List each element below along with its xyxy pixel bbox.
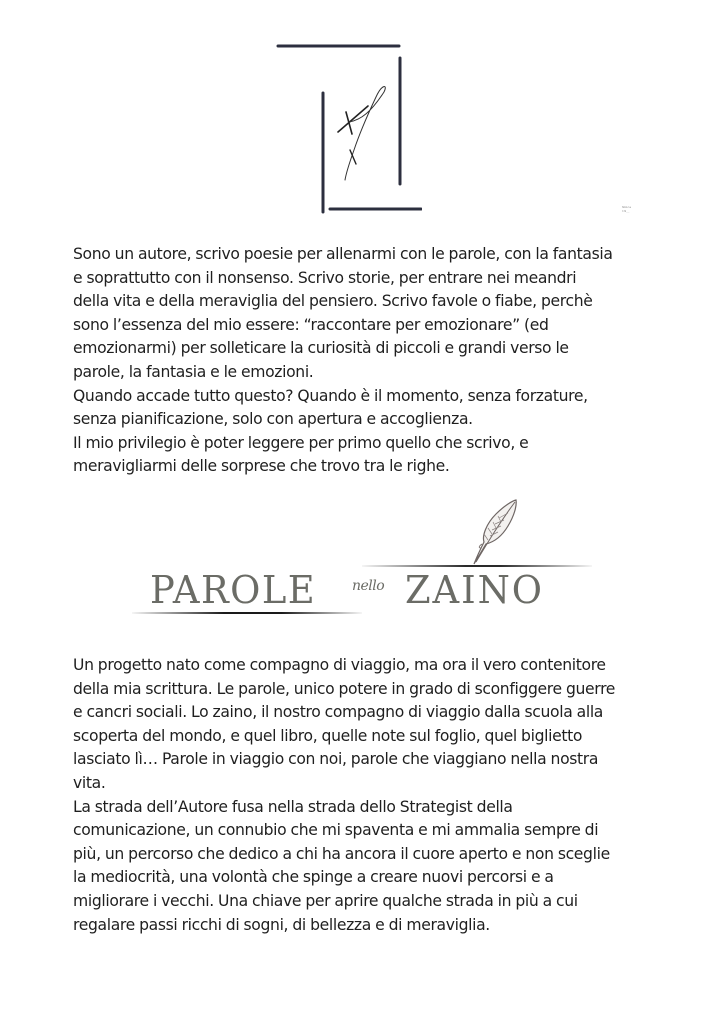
text-line: della vita e della meraviglia del pensiero. Scrivo favole o fiabe, perchè — [73, 292, 593, 311]
brand-word-parole: PAROLE — [150, 568, 317, 612]
signature-logo — [276, 42, 632, 214]
brand-word-zaino: ZAINO — [405, 568, 544, 612]
text-line: Un progetto nato come compagno di viaggio, ma ora il vero contenitore — [73, 656, 606, 674]
text-line: meravigliarmi delle sorprese che trovo tra le righe. — [73, 457, 450, 476]
text-line: senza pianificazione, solo con apertura e accoglienza. — [73, 410, 473, 429]
text-line: scoperta del mondo, e quel libro, quelle note sul foglio, quel biglietto — [73, 726, 583, 745]
text-line: migliorare i vecchi. Una chiave per aprire qualche strada in più a cui — [73, 891, 578, 910]
text-line: la mediocrità, una volontà che spinge a creare nuovi percorsi e a — [73, 868, 554, 887]
text-line: Il mio privilegio è poter leggere per primo quello che scrivo, e — [73, 433, 529, 452]
text-line: comunicazione, un connubio che mi spaventa e mi ammalia sempre di — [73, 821, 599, 840]
text-line: e soprattutto con il nonsenso. Scrivo storie, per entrare nei meandri — [73, 268, 577, 287]
text-line: Quando accade tutto questo? Quando è il momento, senza forzature, — [73, 386, 588, 405]
logo-divider-bottom — [132, 612, 362, 614]
text-line: lasciato lì… Parole in viaggio con noi, parole che viaggiano nella nostra — [73, 750, 599, 769]
text-line: emozionarmi) per solleticare la curiosità di piccoli e grandi verso le — [73, 339, 569, 358]
text-line: della mia scrittura. Le parole, unico potere in grado di sconfiggere guerre — [73, 679, 616, 698]
text-line: più, un percorso che dedico a chi ha ancora il cuore aperto e non sceglie — [73, 844, 610, 863]
text-line: regalare passi ricchi di sogni, di bellezza e di meraviglia. — [73, 915, 490, 934]
text-line: vita. — [73, 773, 106, 792]
text-line: sono l’essenza del mio essere: “raccontare per emozionare” (ed — [73, 315, 549, 334]
text-line: e cancri sociali. Lo zaino, il nostro compagno di viaggio dalla scuola alla — [73, 703, 604, 722]
brand-word-nello: nello — [352, 578, 385, 594]
signature-monogram-icon — [276, 42, 422, 214]
feather-quill-icon — [470, 498, 520, 566]
text-line: Sono un autore, scrivo poesie per allenarmi con le parole, con la fantasia — [73, 245, 613, 263]
text-line: parole, la fantasia e le emozioni. — [73, 362, 314, 381]
logo-divider-top — [362, 565, 592, 567]
intro-paragraph — [73, 243, 663, 479]
brand-logo — [130, 498, 600, 620]
project-paragraph — [73, 654, 663, 937]
text-line: La strada dell’Autore fusa nella strada dello Strategist della — [73, 797, 513, 816]
signature-caption: Since 19__ — [622, 205, 632, 213]
